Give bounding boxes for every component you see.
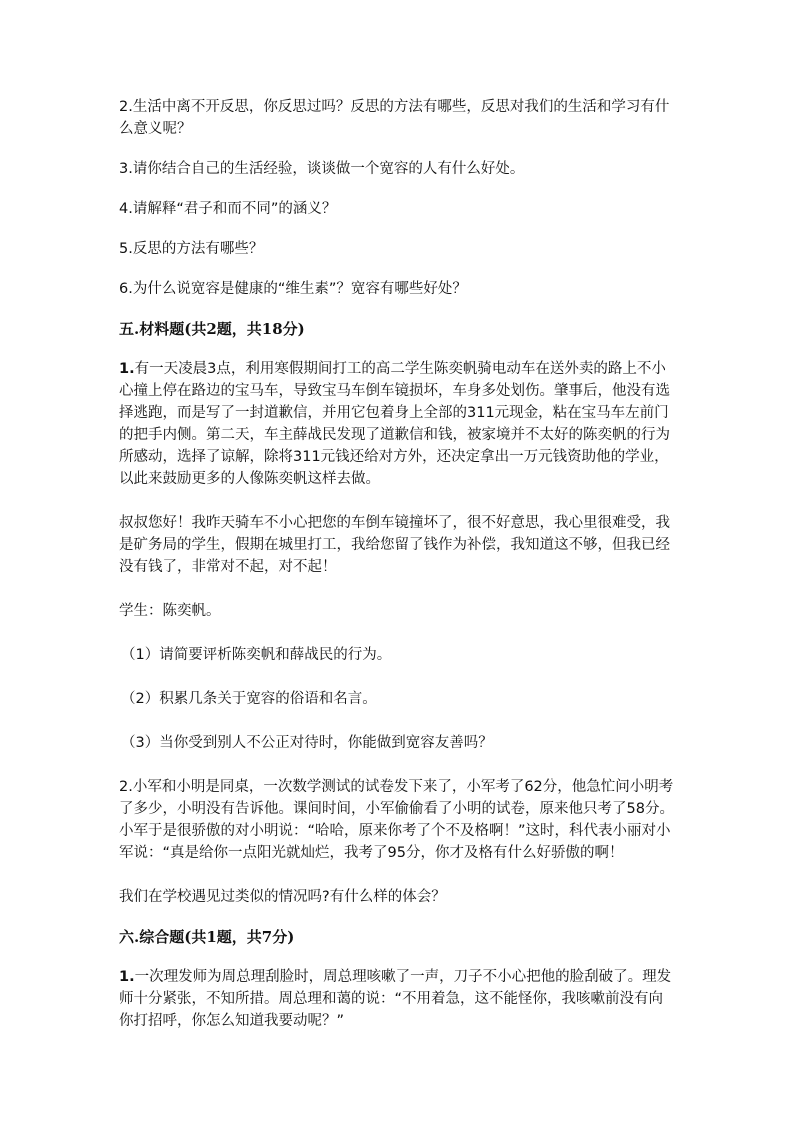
- question-4-3: 3.请你结合自己的生活经验，谈谈做一个宽容的人有什么好处。: [119, 161, 525, 177]
- question-number: 1.: [119, 361, 135, 377]
- question-5-2-material: 2.小军和小明是同桌，一次数学测试的试卷发下来了，小军考了62分，他急忙问小明考了多少，小明没有告诉他。课间时间，小军偷偷看了小明的试卷，原来他只考了58分。小军于是很骄傲的对小明说：“哈哈，原来你考了个不及格啊！”这时，科代表小丽对小军说：“真是给你一点阳光就灿烂，我考了95分，你才及格有什么好骄傲的啊！: [119, 779, 674, 861]
- sub-question-2: （2）积累几条关于宽容的俗语和名言。: [121, 691, 377, 707]
- question-5-2-prompt: 我们在学校遇见过类似的情况吗?有什么样的体会？: [119, 889, 446, 905]
- exam-page: [119, 96, 677, 1032]
- sub-question-3: （3）当你受到别人不公正对待时，你能做到宽容友善吗？: [121, 735, 493, 751]
- question-4-2: 2.生活中离不开反思，你反思过吗？反思的方法有哪些，反思对我们的生活和学习有什么意义呢？: [119, 99, 670, 137]
- question-5-1-material: [119, 358, 677, 490]
- letter-signature: 学生：陈奕帆。: [119, 603, 221, 619]
- question-number: 1.: [119, 969, 135, 985]
- material-text: 有一天凌晨3点，利用寒假期间打工的高二学生陈奕帆骑电动车在送外卖的路上不小心撞上停在路边的宝马车，导致宝马车倒车镜损坏，车身多处划伤。肇事后，他没有选择逃跑，而是写了一封道歉信，并用它包着身上全部的311元现金，粘在宝马车左前门的把手内侧。第二天，车主薛战民发现了道歉信和钱，被家境并不太好的陈奕帆的行为所感动，选择了谅解，除将311元钱还给对方外，还决定拿出一万元钱资助他的学业，以此来鼓励更多的人像陈奕帆这样去做。: [119, 361, 670, 487]
- sub-question-1: （1）请简要评析陈奕帆和薛战民的行为。: [121, 647, 392, 663]
- material-text: 一次理发师为周总理刮脸时，周总理咳嗽了一声，刀子不小心把他的脸刮破了。理发师十分紧张，不知所措。周总理和蔼的说：“不用着急，这不能怪你，我咳嗽前没有向你打招呼，你怎么知道我要动呢？”: [119, 969, 672, 1029]
- section-6-title: 六.综合题(共1题，共7分): [119, 928, 295, 946]
- question-6-1-material: [119, 966, 677, 1032]
- question-4-4: 4.请解释“君子和而不同”的涵义？: [119, 201, 337, 217]
- apology-letter: 叔叔您好！我昨天骑车不小心把您的车倒车镜撞坏了，很不好意思，我心里很难受，我是矿务局的学生，假期在城里打工，我给您留了钱作为补偿，我知道这不够，但我已经没有钱了，非常对不起，对不起！: [119, 515, 670, 575]
- question-4-6: 6.为什么说宽容是健康的“维生素”？宽容有哪些好处？: [119, 281, 467, 297]
- section-5-title: 五.材料题(共2题，共18分): [119, 320, 305, 338]
- question-4-5: 5.反思的方法有哪些？: [119, 241, 264, 257]
